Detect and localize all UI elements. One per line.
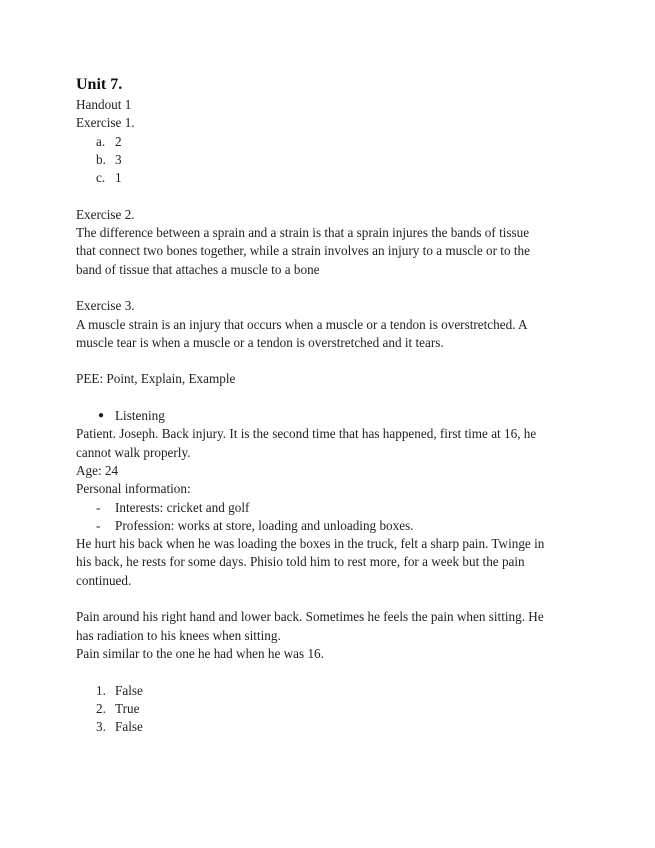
personal-info-list: [76, 499, 581, 536]
list-marker: a.: [96, 133, 106, 149]
list-item: [76, 718, 581, 736]
exercise-1-heading: Exercise 1.: [76, 115, 135, 131]
list-item-text: Profession: works at store, loading and unloading boxes.: [115, 517, 414, 533]
list-item-text: Interests: cricket and golf: [115, 499, 250, 515]
list-marker: b.: [96, 151, 106, 167]
exercise-1-list: [76, 133, 581, 188]
list-item: [76, 133, 581, 151]
spacer: [76, 663, 581, 681]
unit-title: Unit 7.: [76, 76, 123, 93]
list-item: [76, 700, 581, 718]
spacer: [76, 187, 581, 205]
exercise-3-text-line: muscle tear is when a muscle or a tendon is overstretched and it tears.: [76, 334, 444, 350]
list-item: [76, 682, 581, 700]
hurt-text-line: his back, he rests for some days. Phisio told him to rest more, for a week but the pain: [76, 554, 525, 570]
list-item-text: 1: [115, 170, 122, 186]
list-marker: 1.: [96, 682, 106, 698]
patient-text-line: Patient. Joseph. Back injury. It is the second time that has happened, first time at 16, he: [76, 426, 537, 442]
pain-text-line: has radiation to his knees when sitting.: [76, 627, 281, 643]
listening-bullet-list: [76, 407, 581, 425]
exercise-3-heading: Exercise 3.: [76, 298, 135, 314]
list-marker: 3.: [96, 719, 106, 735]
age-line: Age: 24: [76, 462, 119, 478]
exercise-2-text-line: The difference between a sprain and a strain is that a sprain injures the bands of tissue: [76, 225, 530, 241]
answers-list: [76, 682, 581, 737]
bullet-icon: ●: [98, 410, 105, 422]
document-page: [76, 74, 581, 736]
pain-text-line: Pain around his right hand and lower back. Sometimes he feels the pain when sitting. He: [76, 609, 544, 625]
exercise-2-text-line: band of tissue that attaches a muscle to a bone: [76, 261, 320, 277]
list-item: [76, 169, 581, 187]
pee-line: PEE: Point, Explain, Example: [76, 371, 236, 387]
list-item: [76, 499, 581, 517]
list-item-text: False: [115, 719, 143, 735]
spacer: [76, 352, 581, 370]
list-item-text: True: [115, 700, 140, 716]
exercise-2-heading: Exercise 2.: [76, 206, 135, 222]
personal-info-heading: Personal information:: [76, 481, 191, 497]
list-marker: 2.: [96, 700, 106, 716]
dash-marker: -: [96, 517, 101, 533]
list-item-text: 3: [115, 151, 122, 167]
list-marker: c.: [96, 170, 106, 186]
patient-text-line: cannot walk properly.: [76, 444, 191, 460]
spacer: [76, 590, 581, 608]
dash-marker: -: [96, 499, 101, 515]
list-item: [76, 151, 581, 169]
list-item-text: 2: [115, 133, 122, 149]
handout-label: Handout 1: [76, 97, 132, 112]
list-item: [76, 407, 581, 425]
hurt-text-line: He hurt his back when he was loading the boxes in the truck, felt a sharp pain. Twinge in: [76, 536, 545, 552]
hurt-text-line: continued.: [76, 572, 132, 588]
pain-text-line: Pain similar to the one he had when he was 16.: [76, 645, 324, 661]
list-item-text: False: [115, 682, 143, 698]
spacer: [76, 279, 581, 297]
exercise-2-text-line: that connect two bones together, while a strain involves an injury to a muscle or to the: [76, 243, 530, 259]
listening-label: Listening: [115, 408, 165, 424]
exercise-3-text-line: A muscle strain is an injury that occurs when a muscle or a tendon is overstretched. A: [76, 316, 528, 332]
spacer: [76, 389, 581, 407]
list-item: [76, 517, 581, 535]
